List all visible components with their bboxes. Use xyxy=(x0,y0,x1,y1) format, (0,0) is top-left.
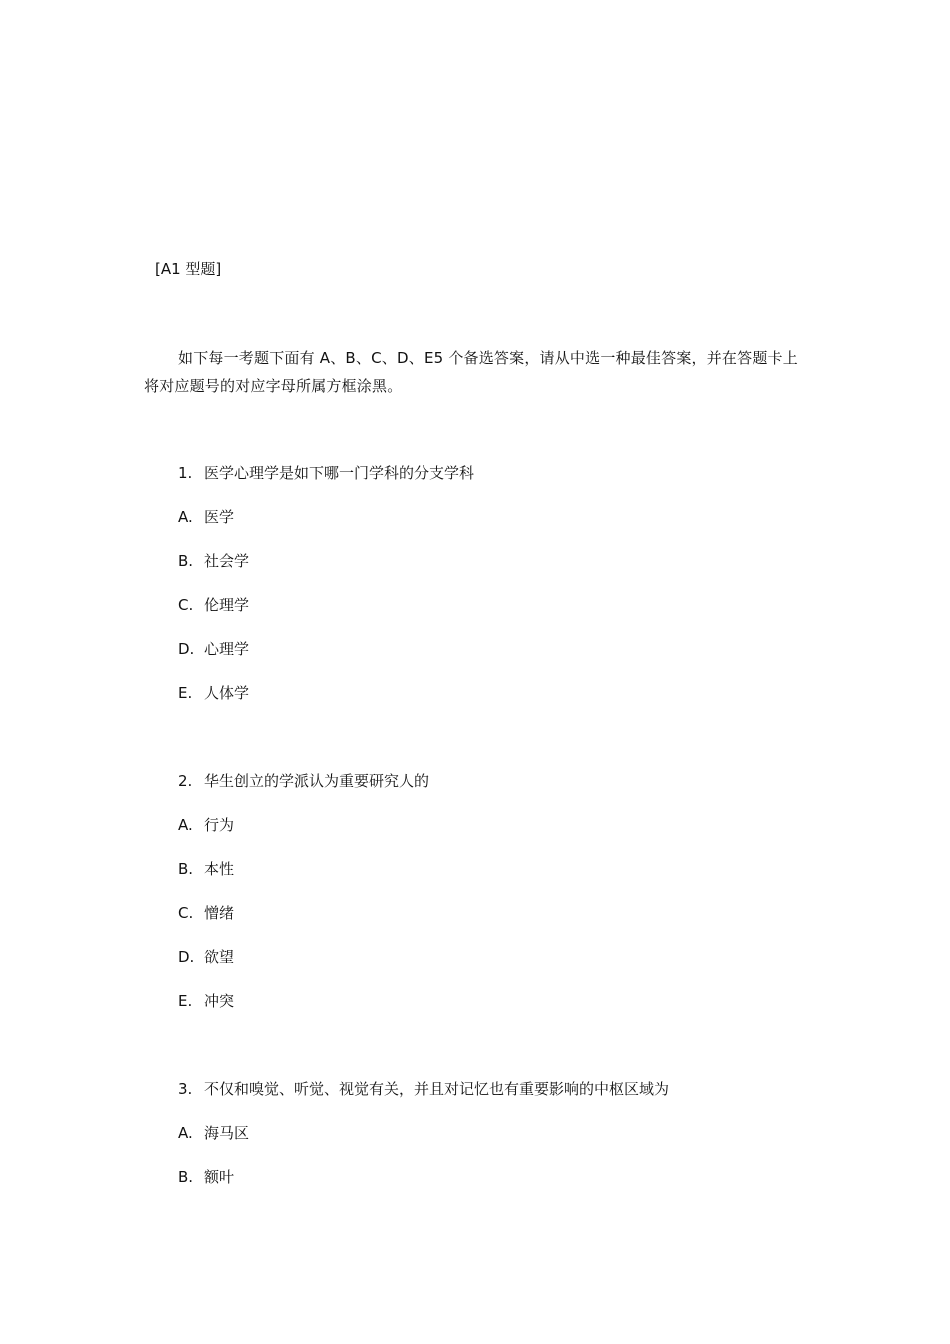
question-stem xyxy=(178,770,818,814)
section-title: [A1 型题] xyxy=(155,260,222,278)
option-e xyxy=(178,990,818,1034)
option-c xyxy=(178,594,818,638)
question-3 xyxy=(178,1078,818,1210)
question-stem xyxy=(178,1078,818,1122)
option-text: 心理学 xyxy=(204,640,250,658)
option-b xyxy=(178,1166,818,1210)
option-b xyxy=(178,858,818,902)
question-text: 华生创立的学派认为重要研究人的 xyxy=(204,772,430,790)
question-text: 不仅和嗅觉、听觉、视觉有关，并且对记忆也有重要影响的中枢区域为 xyxy=(204,1080,670,1098)
option-label: E. xyxy=(178,992,193,1010)
option-text: 海马区 xyxy=(204,1124,250,1142)
question-number: 1. xyxy=(178,464,193,482)
option-text: 伦理学 xyxy=(204,596,250,614)
instructions-paragraph: 如下每一考题下面有 A、B、C、D、E5 个备选答案，请从中选一种最佳答案，并在答题卡上将对应题号的对应字母所属方框涂黑。 xyxy=(144,349,798,395)
option-label: D. xyxy=(178,948,195,966)
option-text: 冲突 xyxy=(204,992,235,1010)
option-text: 社会学 xyxy=(204,552,250,570)
option-a xyxy=(178,506,818,550)
option-label: A. xyxy=(178,508,193,526)
option-text: 医学 xyxy=(204,508,235,526)
question-number: 3. xyxy=(178,1080,193,1098)
option-a xyxy=(178,1122,818,1166)
question-stem xyxy=(178,462,818,506)
option-label: B. xyxy=(178,1168,194,1186)
option-e xyxy=(178,682,818,726)
question-1 xyxy=(178,462,818,726)
question-text: 医学心理学是如下哪一门学科的分支学科 xyxy=(204,464,475,482)
option-text: 额叶 xyxy=(204,1168,235,1186)
option-text: 本性 xyxy=(204,860,235,878)
option-text: 人体学 xyxy=(204,684,250,702)
option-text: 欲望 xyxy=(204,948,235,966)
option-label: A. xyxy=(178,816,193,834)
option-a xyxy=(178,814,818,858)
option-b xyxy=(178,550,818,594)
question-number: 2. xyxy=(178,772,193,790)
option-c xyxy=(178,902,818,946)
option-text: 憎绪 xyxy=(204,904,235,922)
option-label: C. xyxy=(178,596,194,614)
option-label: B. xyxy=(178,860,194,878)
option-label: A. xyxy=(178,1124,193,1142)
option-d xyxy=(178,638,818,682)
question-2 xyxy=(178,770,818,1034)
option-label: E. xyxy=(178,684,193,702)
option-label: C. xyxy=(178,904,194,922)
option-d xyxy=(178,946,818,990)
option-text: 行为 xyxy=(204,816,235,834)
option-label: D. xyxy=(178,640,195,658)
option-label: B. xyxy=(178,552,194,570)
